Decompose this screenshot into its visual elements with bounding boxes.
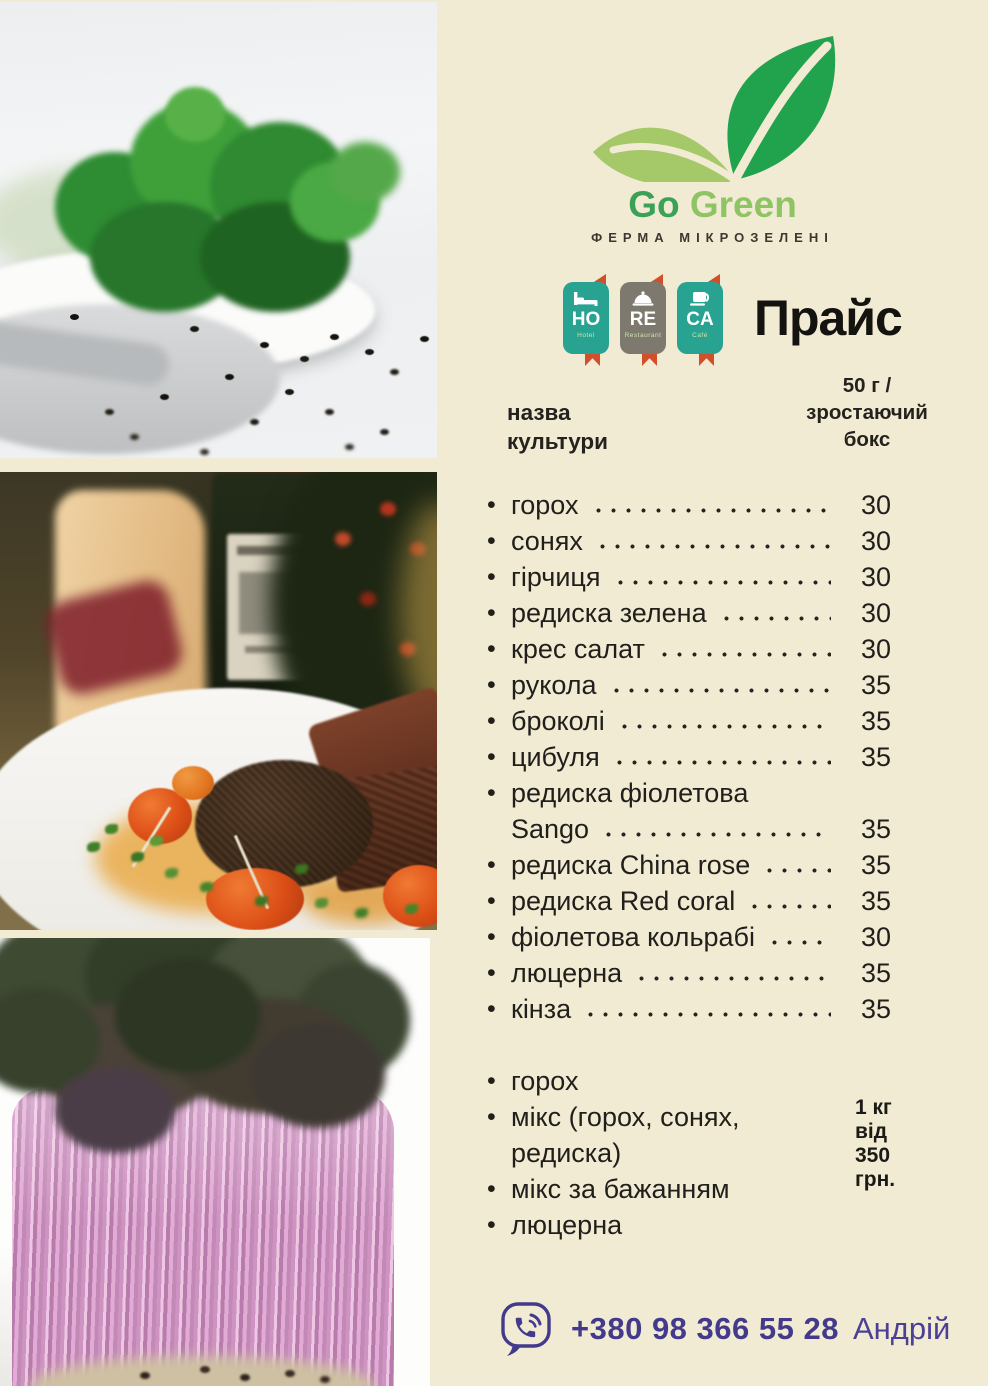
badge-code: RE bbox=[629, 309, 657, 330]
price-row bbox=[487, 775, 891, 811]
contact-name: Андрій bbox=[852, 1311, 951, 1346]
item-price: 30 bbox=[860, 561, 891, 592]
price-row bbox=[487, 1063, 847, 1099]
horeca-row bbox=[563, 282, 902, 354]
price-row bbox=[487, 991, 891, 1027]
price-row bbox=[487, 559, 891, 595]
item-name: кінза bbox=[511, 993, 572, 1024]
price-row bbox=[487, 1099, 847, 1135]
item-price: 35 bbox=[860, 705, 891, 736]
bullet-icon: • bbox=[487, 1066, 496, 1095]
item-price: 35 bbox=[860, 741, 891, 772]
item-name: люцерна bbox=[511, 1209, 623, 1240]
bullet-icon: • bbox=[487, 886, 496, 915]
dotted-leader bbox=[767, 940, 831, 945]
header-line: бокс bbox=[843, 428, 891, 451]
bullet-icon: • bbox=[487, 670, 496, 699]
price-row bbox=[487, 487, 891, 523]
photo2-berries bbox=[380, 502, 396, 516]
item-name: мікс (горох, сонях, bbox=[511, 1101, 740, 1132]
bullet-icon: • bbox=[487, 562, 496, 591]
item-name: сонях bbox=[511, 525, 583, 556]
item-name: горох bbox=[511, 489, 579, 520]
header-line: 50 г / bbox=[842, 374, 892, 397]
price-row bbox=[487, 703, 891, 739]
price-row bbox=[487, 667, 891, 703]
coffee-cup-icon bbox=[686, 289, 714, 309]
contact-row bbox=[499, 1300, 950, 1358]
phone-link[interactable]: +380 98 366 55 28 bbox=[571, 1311, 839, 1346]
bullet-icon: • bbox=[487, 706, 496, 735]
dotted-leader bbox=[657, 652, 831, 657]
item-price: 30 bbox=[860, 489, 891, 520]
bullet-icon: • bbox=[487, 1210, 496, 1239]
item-price: 30 bbox=[860, 525, 891, 556]
bullet-icon: • bbox=[487, 490, 496, 519]
bulk-list bbox=[487, 1063, 847, 1243]
item-price: 35 bbox=[860, 849, 891, 880]
bullet-icon: • bbox=[487, 1102, 496, 1131]
item-price: 35 bbox=[860, 993, 891, 1024]
horeca-badge-hotel bbox=[563, 282, 609, 354]
item-name: мікс за бажанням bbox=[511, 1173, 730, 1204]
price-row bbox=[487, 523, 891, 559]
badge-body bbox=[677, 282, 723, 354]
dotted-leader bbox=[612, 760, 831, 765]
note-line: від bbox=[855, 1120, 888, 1143]
price-row bbox=[487, 595, 891, 631]
price-row bbox=[487, 883, 891, 919]
page-title: Прайс bbox=[754, 290, 902, 346]
item-price: 35 bbox=[860, 885, 891, 916]
item-name: рукола bbox=[511, 669, 597, 700]
price-row bbox=[487, 919, 891, 955]
price-row bbox=[487, 631, 891, 667]
photo2-microgreens bbox=[105, 824, 118, 834]
item-price: 30 bbox=[860, 633, 891, 664]
leaves-logo-icon bbox=[587, 34, 839, 182]
bullet-icon: • bbox=[487, 598, 496, 627]
header-line: зростаючий bbox=[806, 401, 928, 424]
bullet-icon: • bbox=[487, 850, 496, 879]
photo3-seeds bbox=[200, 1366, 210, 1373]
dotted-leader bbox=[595, 544, 831, 549]
photo1-greens bbox=[165, 87, 225, 142]
item-name: крес салат bbox=[511, 633, 645, 664]
brand-green: Green bbox=[689, 184, 797, 225]
photo2-carrot-slice bbox=[172, 766, 214, 800]
item-name: редиска China rose bbox=[511, 849, 751, 880]
bulk-price-note bbox=[855, 1096, 945, 1192]
bullet-icon: • bbox=[487, 922, 496, 951]
item-price: 35 bbox=[860, 669, 891, 700]
item-price: 30 bbox=[860, 921, 891, 952]
viber-icon bbox=[499, 1300, 553, 1358]
item-name: фіолетова кольрабі bbox=[511, 921, 756, 952]
dotted-leader bbox=[613, 580, 831, 585]
dotted-leader bbox=[601, 832, 831, 837]
bullet-icon: • bbox=[487, 742, 496, 771]
item-name: цибуля bbox=[511, 741, 600, 772]
item-name: люцерна bbox=[511, 957, 623, 988]
photo3-canopy-blob bbox=[250, 1023, 385, 1128]
item-name: Sango bbox=[511, 813, 590, 844]
price-row bbox=[487, 1171, 847, 1207]
dotted-leader bbox=[609, 688, 831, 693]
note-line: грн. bbox=[855, 1168, 896, 1191]
badge-label: Café bbox=[692, 332, 708, 339]
header-line: назва bbox=[507, 400, 571, 425]
item-name: редиска зелена bbox=[511, 597, 707, 628]
item-name: редиска) bbox=[511, 1137, 622, 1168]
dotted-leader bbox=[719, 616, 831, 621]
badge-code: CA bbox=[686, 309, 714, 330]
bullet-icon: • bbox=[487, 778, 496, 807]
photo3-canopy-blob bbox=[55, 1068, 175, 1153]
bullet-icon: • bbox=[487, 526, 496, 555]
price-row bbox=[487, 847, 891, 883]
item-name: горох bbox=[511, 1065, 579, 1096]
bullet-icon: • bbox=[487, 634, 496, 663]
horeca-badge-cafe bbox=[677, 282, 723, 354]
cloche-icon bbox=[629, 289, 657, 309]
badge-label: Restaurant bbox=[624, 332, 662, 339]
item-price: 30 bbox=[860, 597, 891, 628]
price-row-continuation bbox=[487, 811, 891, 847]
note-line: 350 bbox=[855, 1144, 891, 1167]
header-line: культури bbox=[507, 429, 608, 454]
brand-subtitle: ФЕРМА МІКРОЗЕЛЕНІ bbox=[591, 230, 834, 245]
bullet-icon: • bbox=[487, 958, 496, 987]
item-price: 35 bbox=[860, 957, 891, 988]
item-name: редиска Red coral bbox=[511, 885, 736, 916]
dotted-leader bbox=[583, 1012, 831, 1017]
bullet-icon: • bbox=[487, 994, 496, 1023]
price-panel bbox=[437, 0, 988, 1386]
badge-code: HO bbox=[571, 309, 601, 330]
price-list bbox=[487, 487, 891, 1027]
price-row bbox=[487, 955, 891, 991]
dotted-leader bbox=[591, 508, 832, 513]
dotted-leader bbox=[617, 724, 831, 729]
item-name: гірчиця bbox=[511, 561, 601, 592]
photo1-greens bbox=[330, 142, 400, 202]
brand-name bbox=[437, 184, 988, 226]
photo2-quinoa-patty bbox=[195, 760, 373, 888]
note-line: 1 кг bbox=[855, 1096, 892, 1119]
column-header-name bbox=[507, 398, 608, 456]
dotted-leader bbox=[634, 976, 831, 981]
photo3-canopy-blob bbox=[115, 958, 260, 1073]
photo1-seeds bbox=[70, 314, 79, 320]
price-row bbox=[487, 739, 891, 775]
badge-body bbox=[563, 282, 609, 354]
bullet-icon: • bbox=[487, 1174, 496, 1203]
item-price: 35 bbox=[860, 813, 891, 844]
photo-purple-microgreens bbox=[0, 938, 430, 1386]
bed-icon bbox=[572, 289, 600, 309]
badge-label: Hotel bbox=[577, 332, 595, 339]
item-name: броколі bbox=[511, 705, 605, 736]
horeca-badge-restaurant bbox=[620, 282, 666, 354]
price-row bbox=[487, 1207, 847, 1243]
brand-go: Go bbox=[628, 184, 680, 225]
price-row-continuation bbox=[487, 1135, 847, 1171]
photo-microgreens-plate bbox=[0, 2, 437, 458]
item-name: редиска фіолетова bbox=[511, 777, 749, 808]
badge-body bbox=[620, 282, 666, 354]
dotted-leader bbox=[762, 868, 831, 873]
logo bbox=[437, 34, 988, 245]
dotted-leader bbox=[747, 904, 831, 909]
photo-dinner-plate bbox=[0, 472, 437, 930]
column-header-price bbox=[796, 372, 938, 453]
